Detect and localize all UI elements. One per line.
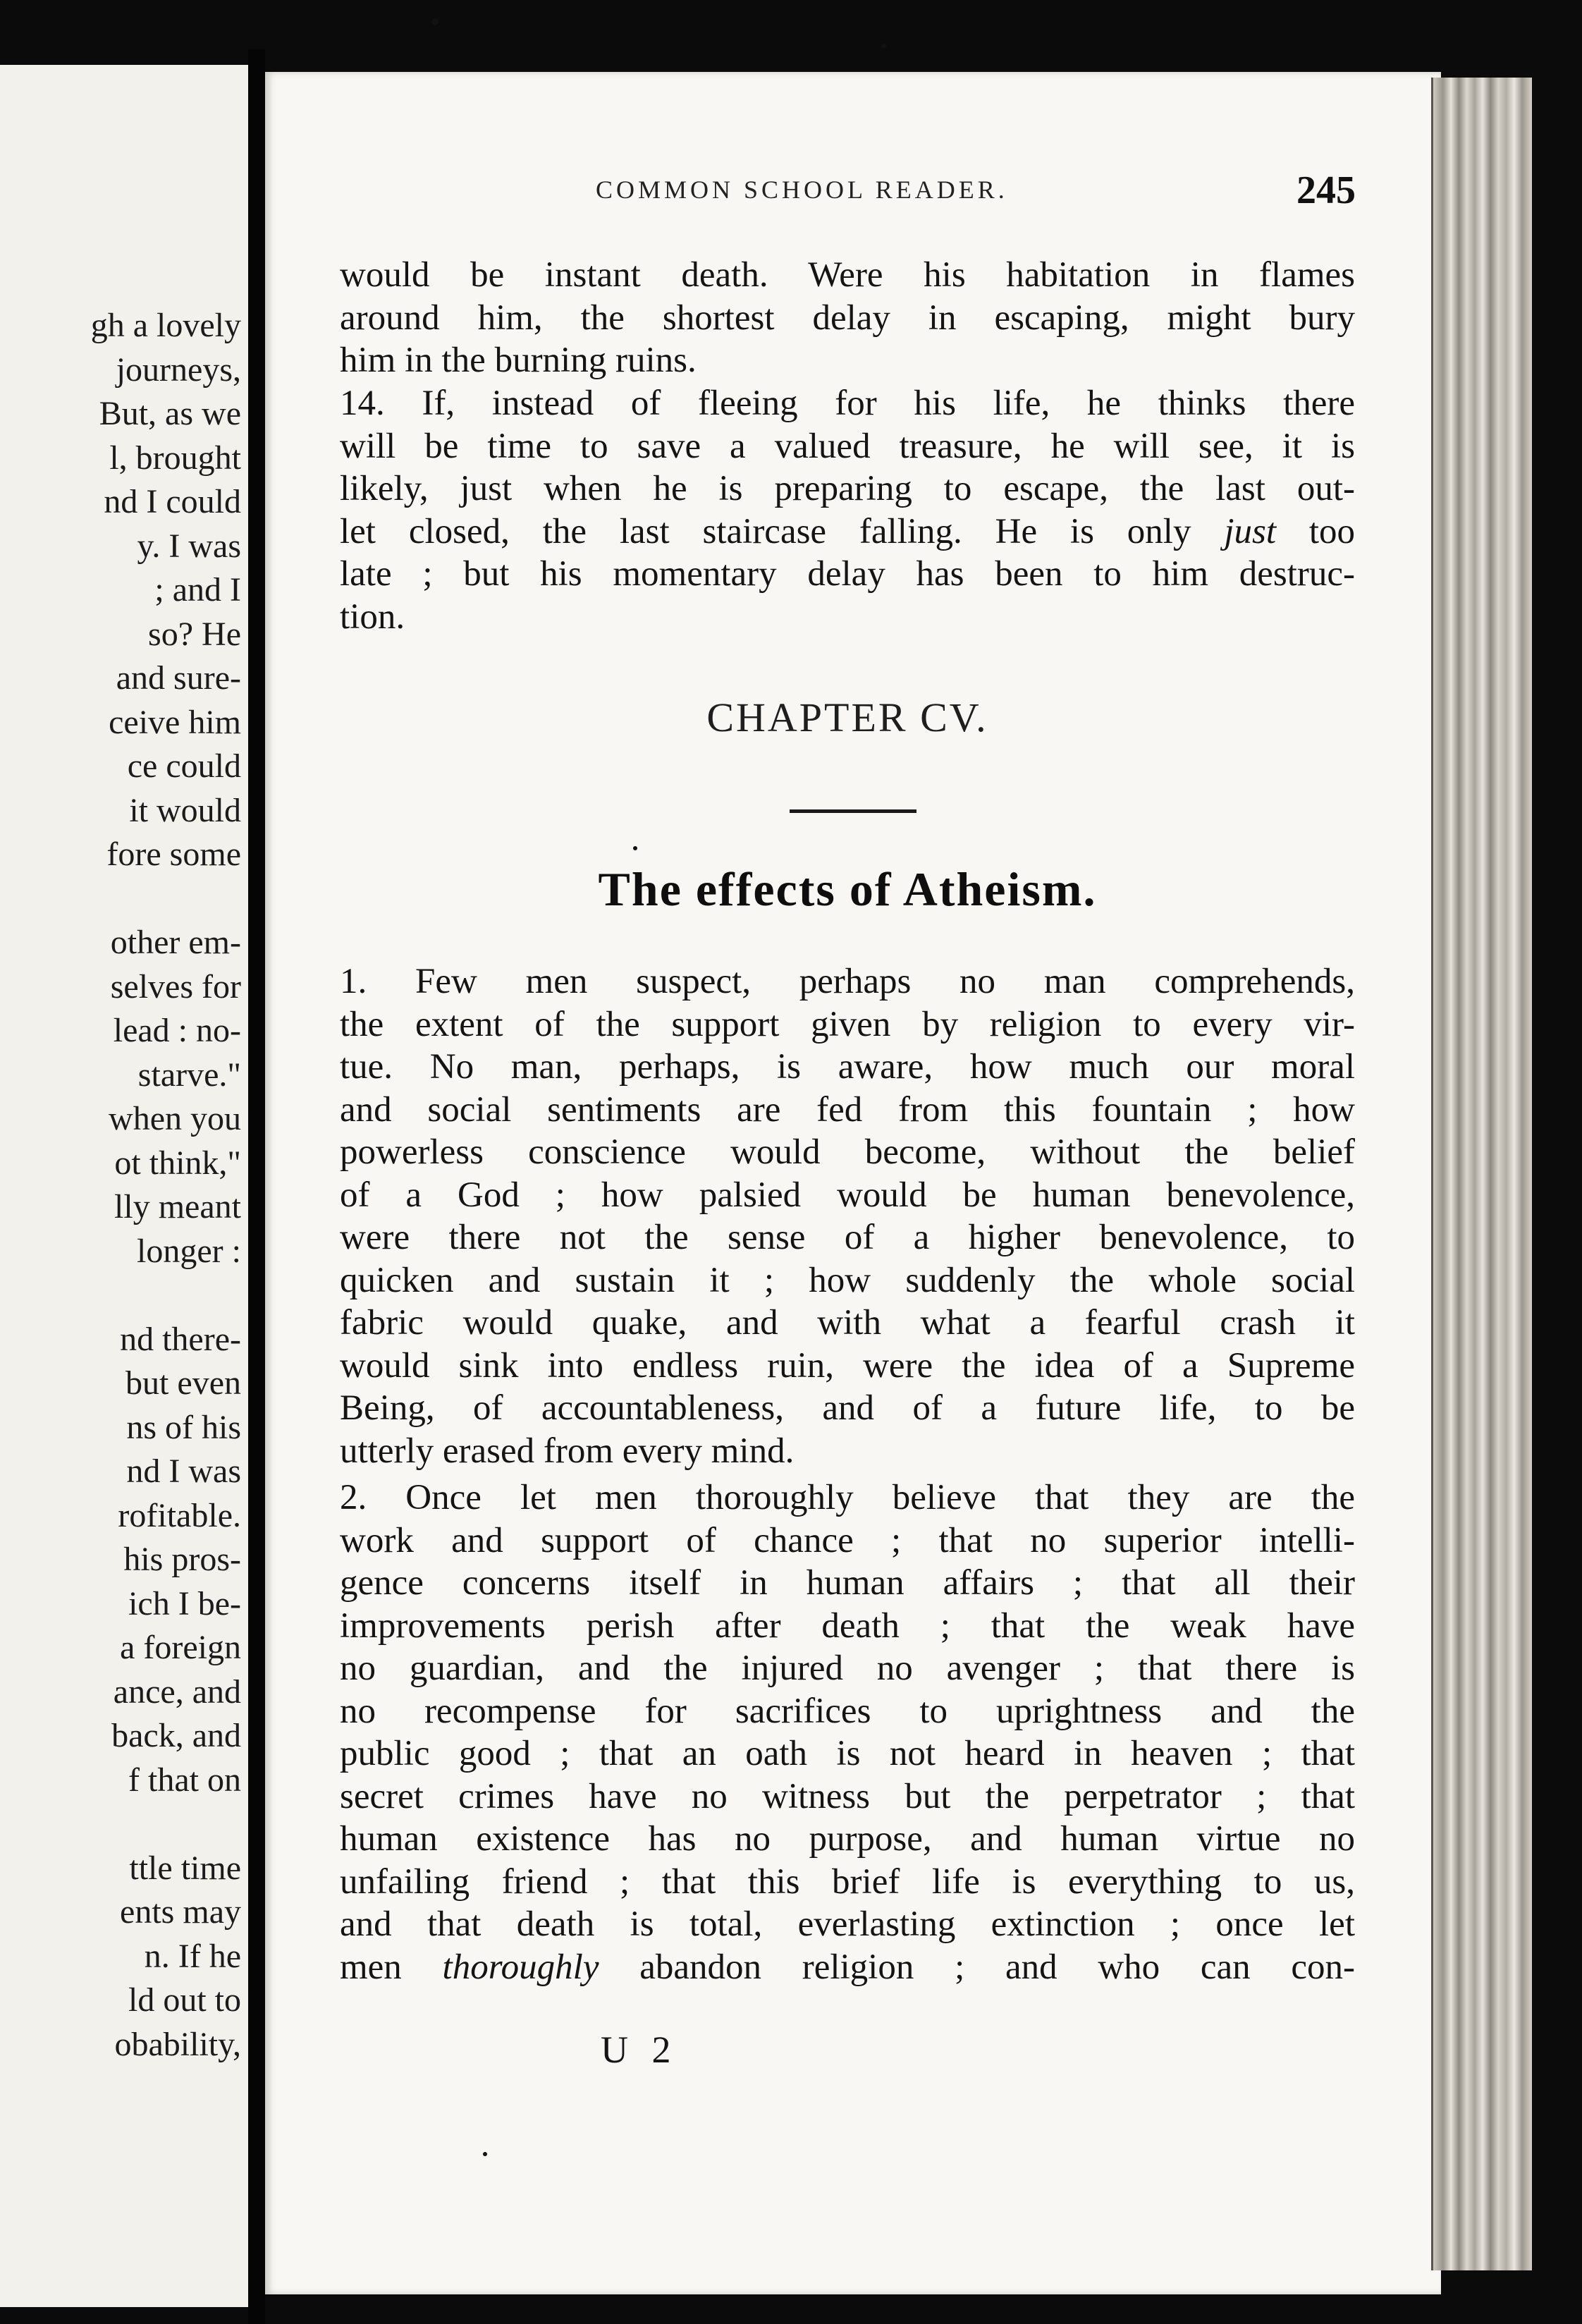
page-edges [1431,78,1532,2270]
left-page-line: rofitable. [118,1496,241,1534]
text-line: late ; but his momentary delay has been to him destruc- [340,554,1355,594]
left-page-line: n. If he [144,1937,241,1975]
text-line: of a God ; how palsied would be human benevolence, [340,1175,1355,1215]
text-line: unfailing friend ; that this brief life is everything to us, [340,1861,1355,1902]
left-page-line: journeys, [116,350,241,389]
paragraph-1 [340,960,1355,1472]
text-line: 14. If, instead of fleeing for his life, he thinks there [340,384,1355,423]
left-page-line: gh a lovely [90,307,241,344]
text-line: 1. Few men suspect, perhaps no man comprehends, [340,962,1355,1001]
page-number: 245 [1296,169,1356,212]
text-line: fabric would quake, and with what a fearful crash it [340,1303,1355,1343]
left-page-line: a foreign [120,1629,241,1666]
left-page-line: starve." [137,1056,241,1094]
left-page-line: ns of his [126,1408,241,1446]
left-page-line: ance, and [113,1672,241,1711]
paragraph-14 [340,382,1355,638]
left-page-line: so? He [148,615,241,653]
text-line: work and support of chance ; that no superior intelli- [340,1520,1355,1560]
book-gutter [248,49,265,2324]
text-line: would sink into endless ruin, were the idea of a Supreme [340,1345,1355,1386]
text-line: would be instant death. Were his habitation in flames [340,255,1355,295]
left-page-line: selves for [110,967,241,1005]
left-page-line: ce could [127,747,241,785]
left-page-line: but even [125,1364,241,1402]
left-page-line: l, brought [109,439,241,477]
left-page-line: But, as we [99,395,241,432]
text-fragment: men [340,1947,443,1987]
left-page-line: nd I could [104,483,241,520]
text-fragment: let closed, the last staircase falling. He is only [340,511,1225,551]
left-page-line: ceive him [109,703,241,741]
left-page-line: nd there- [120,1320,241,1358]
left-page-line: ld out to [128,1981,241,2019]
text-line: quicken and sustain it ; how suddenly the whole social [340,1260,1355,1300]
text-line: were there not the sense of a higher benevolence, to [340,1218,1355,1257]
left-page-line: other em- [110,924,241,961]
signature-mark: U 2 [601,2029,678,2071]
scan-speck [633,846,637,850]
chapter-heading: CHAPTER CV. [706,695,988,740]
text-line: gence concerns itself in human affairs ; that all their [340,1563,1355,1603]
page-header [596,168,1356,224]
text-line: around him, the shortest delay in escaping, might bury [340,298,1355,338]
text-line: him in the burning ruins. [340,341,697,380]
left-page-line: obability, [114,2025,241,2063]
chapter-rule [790,809,916,813]
left-page-line: lead : no- [113,1012,241,1049]
left-page-line: longer : [137,1232,241,1270]
text-line [340,1946,1355,1989]
scan-speck [431,18,439,25]
text-fragment: abandon religion ; and who can con- [599,1947,1355,1987]
continuation-paragraph [340,254,1355,382]
left-page-line: fore some [106,836,241,873]
left-page-line: ich I be- [128,1584,241,1622]
text-line: utterly erased from every mind. [340,1431,795,1471]
left-page-line: ot think," [114,1144,241,1182]
left-page-line: it would [129,791,241,829]
text-line: powerless conscience would become, without the belief [340,1132,1355,1172]
text-fragment: too [1276,511,1356,551]
italic-word: just [1224,511,1276,551]
left-page-line: and sure- [116,659,241,697]
text-line: the extent of the support given by religion to every vir- [340,1004,1355,1044]
text-line: improvements perish after death ; that the weak have [340,1606,1355,1646]
text-line: will be time to save a valued treasure, he will see, it is [340,426,1355,466]
text-line: Being, of accountableness, and of a future life, to be [340,1388,1355,1428]
left-page-line: y. I was [137,527,241,565]
text-line: secret crimes have no witness but the perpetrator ; that [340,1776,1355,1816]
text-line: and social sentiments are fed from this fountain ; how [340,1089,1355,1130]
left-page-line: back, and [111,1717,241,1754]
left-page-line: nd I was [126,1452,241,1490]
running-head: COMMON SCHOOL READER. [596,176,1008,204]
text-line: no recompense for sacrifices to uprightness and the [340,1691,1355,1731]
text-line: tue. No man, perhaps, is aware, how much our moral [340,1047,1355,1087]
left-page-line: when you [109,1100,241,1137]
left-page-line: f that on [128,1761,241,1799]
left-page-line: ; and I [154,571,241,608]
text-line: human existence has no purpose, and human virtue no [340,1819,1355,1859]
text-line: and that death is total, everlasting extinction ; once let [340,1904,1355,1944]
left-page-line: his pros- [123,1541,241,1578]
paragraph-2 [340,1476,1355,1988]
scan-speck [483,2152,487,2156]
italic-word: thoroughly [442,1947,599,1987]
text-line: tion. [340,597,405,637]
text-line: public good ; that an oath is not heard in heaven ; that [340,1734,1355,1773]
left-page-line: lly meant [114,1188,241,1225]
section-title: The effects of Atheism. [598,862,1097,916]
text-line: likely, just when he is preparing to escape, the last out- [340,469,1355,508]
left-page-line: ents may [120,1893,241,1931]
text-line: no guardian, and the injured no avenger ; that there is [340,1649,1355,1688]
text-line [340,510,1355,554]
left-page-line: ttle time [129,1849,241,1887]
scan-speck [881,44,886,49]
left-page-fragment [0,65,251,2307]
text-line: 2. Once let men thoroughly believe that they are the [340,1478,1355,1517]
